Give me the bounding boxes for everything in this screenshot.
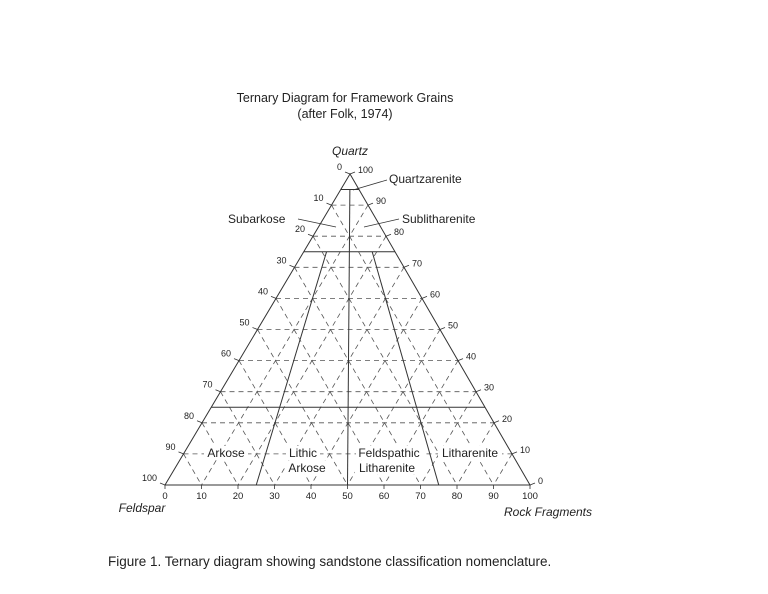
tick-label-right: 50 bbox=[448, 320, 459, 331]
tick-label-right: 0 bbox=[538, 476, 544, 486]
tick-label-bottom: 90 bbox=[488, 491, 499, 502]
tick-label-right: 10 bbox=[520, 444, 531, 455]
tick-label-right: 40 bbox=[466, 351, 477, 362]
tick-label-right: 90 bbox=[376, 196, 387, 207]
diagram-title: Ternary Diagram for Framework Grains bbox=[236, 91, 454, 105]
tick-label-bottom: 20 bbox=[232, 491, 244, 502]
tick-mark-left bbox=[253, 328, 258, 330]
tick-label-bottom: 100 bbox=[522, 491, 538, 502]
tick-label-left: 30 bbox=[276, 255, 287, 266]
field-label-subarkose: Subarkose bbox=[228, 212, 286, 226]
tick-label-left: 20 bbox=[294, 224, 305, 235]
tick-mark-left bbox=[160, 483, 165, 485]
boundary-split-line bbox=[348, 190, 350, 485]
tick-label-left: 80 bbox=[183, 410, 194, 421]
field-label-feldspathic-litharenite-line1: Feldspathic bbox=[358, 446, 420, 460]
tick-mark-right bbox=[350, 172, 355, 174]
tick-mark-right bbox=[494, 421, 499, 423]
tick-label-bottom: 0 bbox=[162, 491, 168, 502]
grid-line-feldspar bbox=[332, 205, 494, 485]
field-label-sublitharenite: Sublitharenite bbox=[402, 212, 476, 226]
field-label-quartzarenite: Quartzarenite bbox=[389, 172, 462, 186]
tick-label-bottom: 40 bbox=[305, 491, 317, 502]
tick-mark-right bbox=[422, 296, 427, 298]
tick-mark-left bbox=[179, 452, 184, 454]
tick-label-left: 60 bbox=[220, 348, 231, 359]
field-label-lithic-arkose-line2: Arkose bbox=[288, 461, 326, 475]
grid-line-feldspar bbox=[184, 454, 202, 485]
tick-mark-right bbox=[530, 483, 535, 485]
tick-mark-right bbox=[386, 234, 391, 236]
field-label-litharenite: Litharenite bbox=[441, 446, 499, 460]
tick-mark-right bbox=[512, 452, 517, 454]
tick-label-bottom: 10 bbox=[196, 491, 207, 502]
tick-mark-right bbox=[368, 203, 373, 205]
tick-label-bottom: 30 bbox=[269, 491, 280, 502]
tick-mark-left bbox=[345, 172, 350, 174]
tick-label-bottom: 80 bbox=[451, 491, 463, 502]
tick-label-left: 10 bbox=[313, 193, 324, 204]
tick-label-right: 100 bbox=[358, 165, 374, 175]
tick-mark-right bbox=[458, 359, 463, 361]
leader-sublitharenite bbox=[364, 219, 399, 227]
tick-mark-left bbox=[327, 203, 332, 205]
tick-mark-left bbox=[290, 265, 295, 267]
apex-label-rock-fragments: Rock Fragments bbox=[503, 505, 593, 519]
tick-label-right: 80 bbox=[394, 227, 405, 238]
tick-label-right: 20 bbox=[502, 413, 513, 424]
tick-label-right: 30 bbox=[484, 382, 495, 393]
apex-label-quartz: Quartz bbox=[331, 144, 369, 158]
tick-label-bottom: 70 bbox=[415, 491, 426, 502]
tick-label-left: 100 bbox=[141, 473, 157, 483]
tick-label-bottom: 60 bbox=[378, 491, 390, 502]
tick-mark-left bbox=[216, 390, 221, 392]
tick-label-left: 40 bbox=[257, 286, 268, 297]
grid-line-rock-fragments bbox=[421, 392, 477, 485]
tick-label-bottom: 50 bbox=[342, 491, 353, 502]
figure-caption: Figure 1. Ternary diagram showing sandstone classification nomenclature. bbox=[108, 554, 552, 569]
field-label-lithic-arkose-line1: Lithic bbox=[288, 446, 318, 460]
diagram-subtitle: (after Folk, 1974) bbox=[297, 107, 393, 121]
tick-label-left: 90 bbox=[165, 441, 176, 452]
tick-label-left: 50 bbox=[239, 317, 250, 328]
tick-label-right: 70 bbox=[412, 258, 423, 269]
tick-label-right: 60 bbox=[430, 289, 441, 300]
grid-line-rock-fragments bbox=[202, 205, 369, 485]
tick-mark-left bbox=[197, 421, 202, 423]
tick-mark-left bbox=[271, 296, 276, 298]
tick-mark-right bbox=[476, 390, 481, 392]
field-label-arkose: Arkose bbox=[207, 446, 245, 460]
tick-mark-right bbox=[440, 328, 445, 330]
grid-line-feldspar bbox=[221, 392, 275, 485]
field-label-feldspathic-litharenite-line2: Litharenite bbox=[358, 461, 416, 475]
tick-mark-left bbox=[234, 359, 239, 361]
tick-mark-right bbox=[404, 265, 409, 267]
apex-label-feldspar: Feldspar bbox=[118, 501, 166, 515]
tick-label-left: 0 bbox=[336, 162, 342, 172]
tick-label-left: 70 bbox=[202, 379, 213, 390]
leader-quartzarenite bbox=[353, 180, 387, 190]
tick-mark-left bbox=[308, 234, 313, 236]
